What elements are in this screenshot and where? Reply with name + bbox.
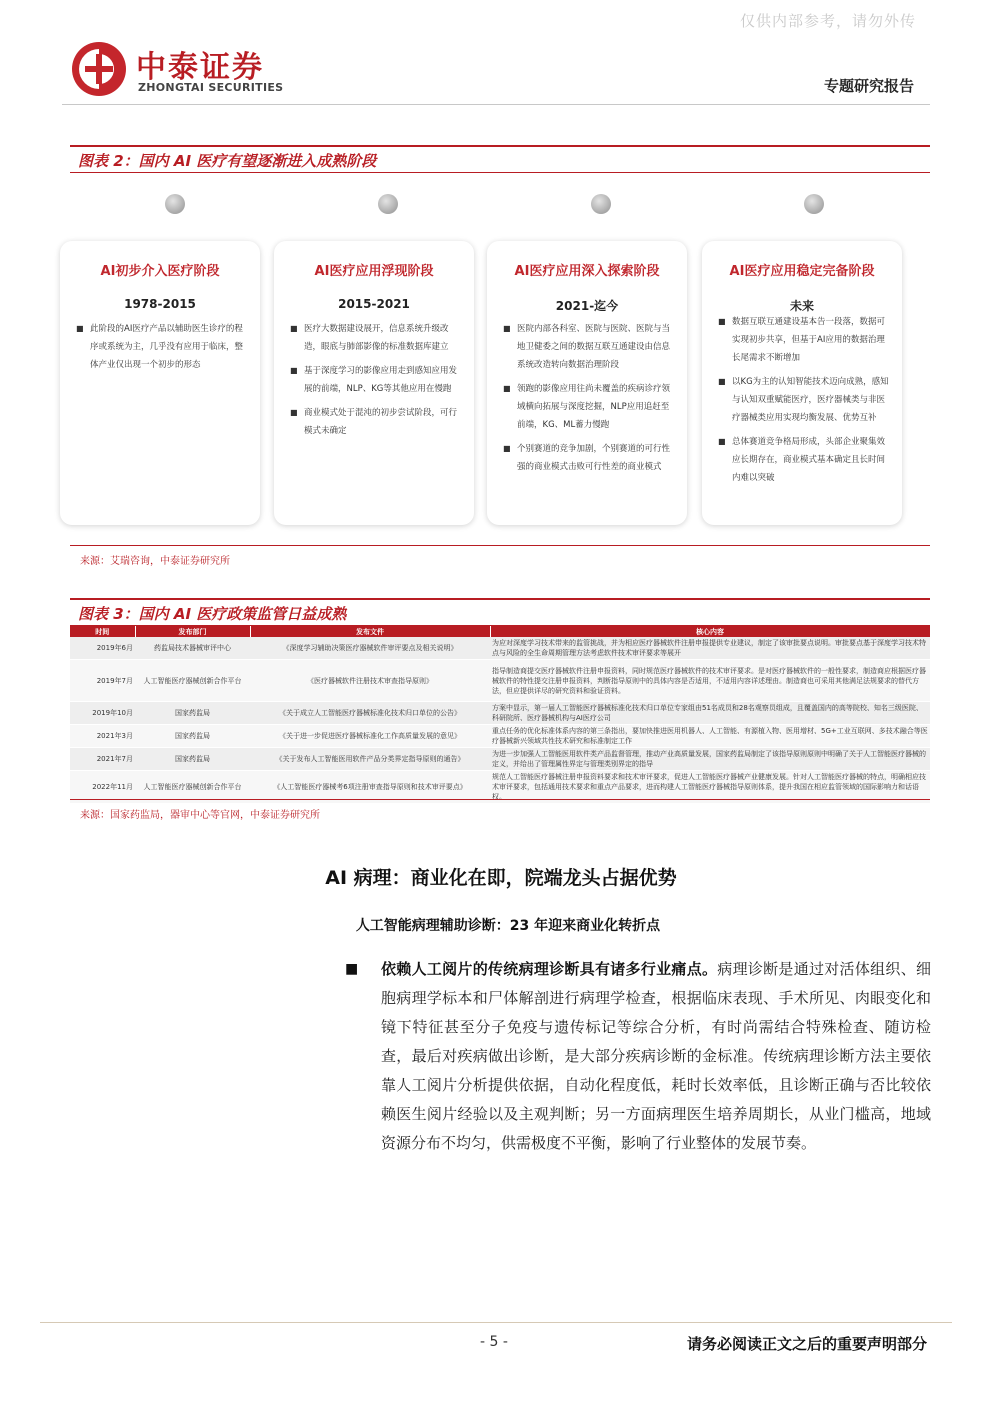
table-row <box>70 725 930 748</box>
figure3-source: 来源：国家药监局，器审中心等官网，中泰证券研究所 <box>80 810 320 821</box>
table-cell-date: 2021年7月 <box>70 748 135 771</box>
paragraph-text: 病理诊断是通过对活体组织、细胞病理学标本和尸体解剖进行病理学检查，根据临床表现、手术所见、肉眼变化和镜下特征甚至分子免疫与遗传标记等综合分析，有时尚需结合特殊检查、随访检查，最后对疾病做出诊断，是大部分疾病诊断的金标准。传统病理诊断方法主要依靠人工阅片分析提供依据，自动化程度低，耗时长效率低，且诊断正确与否比较依赖医生阅片经验以及主观判断；另一方面病理医生培养周期长，从业门槛高，地域资源分布不均匀，供需极度不平衡，影响了行业整体的发展节奏。 <box>381 960 931 1152</box>
stage-card-list <box>718 313 890 487</box>
square-bullet-icon: ■ <box>345 961 359 977</box>
watermark: 仅供内部参考，请勿外传 <box>739 12 916 30</box>
sub-heading: 人工智能病理辅助诊断：23 年迎来商业化转折点 <box>355 918 661 934</box>
column-header: 时间 <box>70 626 135 637</box>
table-cell-content: 指导制造商提交医疗器械软件注册申报资料，同时规范医疗器械软件的技术审评要求。是对医疗器械软件的一般性要求，制造商应根据医疗器械软件的特性提交注册申报资料，判断指导原则中的具体内容是否适用，不适用内容详述理由。制造商也可采用其他满足法规要求的替代方法，但应提供详尽的研究资料和验证资料。 <box>490 660 930 702</box>
stage-card-1 <box>60 241 260 525</box>
stage-card-title: AI医疗应用深入探索阶段 <box>514 264 660 279</box>
table-cell-content: 为应对深度学习技术带来的监管挑战，并为相应医疗器械软件注册申报提供专业建议，制定了该审批要点说明。审批要点基于深度学习技术特点与风险的全生命周期管理方法考虑软件技术审评要求等展开 <box>490 637 930 660</box>
table-row <box>70 637 930 660</box>
stage-card-period: 2021-迄今 <box>555 299 619 313</box>
stage-card-list <box>503 320 675 476</box>
column-header: 发布部门 <box>135 626 250 637</box>
stage-card-title: AI初步介入医疗阶段 <box>100 264 220 279</box>
stage-card-item: ■ 个别赛道的竞争加剧，个别赛道的可行性强的商业模式击败可行性差的商业模式 <box>503 440 675 476</box>
stage-card-3 <box>487 241 687 525</box>
zhongtai-logo-icon <box>70 40 128 98</box>
figure3-title: 图表 3：国内 AI 医疗政策监管日益成熟 <box>78 605 347 623</box>
table-row <box>70 660 930 702</box>
body-paragraph <box>381 955 931 1158</box>
stage-card-item: ■ 数据互联互通建设基本告一段落，数据可实现初步共享，但基于AI应用的数据治理长尾需求不断增加 <box>718 313 890 367</box>
table-row <box>70 702 930 725</box>
stage-card-2 <box>274 241 474 525</box>
figure2-source: 来源：艾瑞咨询，中泰证券研究所 <box>80 556 230 567</box>
section-heading: AI 病理：商业化在即，院端龙头占据优势 <box>325 867 677 889</box>
stage-card-item: ■ 总体赛道竞争格局形成，头部企业聚集效应长期存在，商业模式基本确定且长时间内难以突破 <box>718 433 890 487</box>
table-cell-date: 2021年3月 <box>70 725 135 748</box>
figure2-title: 图表 2：国内 AI 医疗有望逐渐进入成熟阶段 <box>78 152 377 170</box>
table-cell-department: 人工智能医疗器械创新合作平台 <box>135 660 250 702</box>
stage-card-item: ■ 领跑的影像应用往尚未覆盖的疾病诊疗领域横向拓展与深度挖掘，NLP应用追赶至前端，KG、ML蓄力慢跑 <box>503 380 675 434</box>
stage-card-period: 2015-2021 <box>338 297 410 311</box>
table-cell-date: 2019年7月 <box>70 660 135 702</box>
figure2-title-bar <box>70 145 930 173</box>
figure3-bottom-rule <box>70 799 930 800</box>
logo-english-name: ZHONGTAI SECURITIES <box>138 81 284 94</box>
stage-card-period: 1978-2015 <box>124 297 196 311</box>
table-cell-content: 规范人工智能医疗器械注册申报资料要求和技术审评要求，促进人工智能医疗器械产业健康发展。针对人工智能医疗器械的特点，明确相应技术审评要求，包括通用技术要求和重点产品要求，进而构建人工智能医疗器械指导原则体系，提升我国在相应监管领域的国际影响力和话语权。 <box>490 771 930 804</box>
timeline-dot-4 <box>804 194 824 214</box>
stage-card-title: AI医疗应用浮现阶段 <box>314 264 434 279</box>
paragraph-lead: 依赖人工阅片的传统病理诊断具有诸多行业痛点。 <box>381 960 718 978</box>
stage-card-period: 未来 <box>789 299 814 313</box>
table-cell-document: 《关于成立人工智能医疗器械标准化技术归口单位的公告》 <box>250 702 490 725</box>
table-cell-department: 国家药监局 <box>135 725 250 748</box>
table-cell-date: 2022年11月 <box>70 771 135 804</box>
logo-chinese-name: 中泰证券 <box>136 50 264 85</box>
table-row <box>70 748 930 771</box>
policy-table <box>70 626 931 804</box>
stage-card-item: ■ 医院内部各科室、医院与医院、医院与当地卫健委之间的数据互联互通建设由信息系统改造转向数据治理阶段 <box>503 320 675 374</box>
table-cell-content: 方案中显示，第一届人工智能医疗器械标准化技术归口单位专家组由51名成员和28名观察员组成，且覆盖国内的高等院校、知名三级医院、科研院所、医疗器械机构与AI医疗公司 <box>490 702 930 725</box>
header-divider <box>62 104 930 105</box>
footer-disclaimer: 请务必阅读正文之后的重要声明部分 <box>686 1335 927 1353</box>
company-logo <box>70 40 310 98</box>
table-cell-document: 《医疗器械软件注册技术审查指导原则》 <box>250 660 490 702</box>
table-cell-department: 国家药监局 <box>135 702 250 725</box>
stage-card-title: AI医疗应用稳定完备阶段 <box>729 264 875 279</box>
table-cell-document: 《人工智能医疗器械考6项注册审查指导原则和技术审评要点》 <box>250 771 490 804</box>
stage-card-item: ■ 基于深度学习的影像应用走到感知应用发展的前端，NLP、KG等其他应用在慢跑 <box>290 362 462 398</box>
figure2-bottom-rule <box>70 545 930 546</box>
stage-card-item: ■ 以KG为主的认知智能技术迈向成熟，感知与认知双重赋能医疗，医疗器械类与非医疗器械类应用实现均衡发展、优势互补 <box>718 373 890 427</box>
table-cell-document: 《深度学习辅助决策医疗器械软件审评要点及相关说明》 <box>250 637 490 660</box>
report-type: 专题研究报告 <box>823 77 914 95</box>
timeline-dot-2 <box>378 194 398 214</box>
stage-card-list <box>290 320 462 440</box>
stage-card-item: ■ 此阶段的AI医疗产品以辅助医生诊疗的程序或系统为主，几乎没有应用于临床，整体产业仅出现一个初步的形态 <box>76 320 248 374</box>
table-header-row <box>70 626 930 637</box>
table-cell-department: 人工智能医疗器械创新合作平台 <box>135 771 250 804</box>
stage-card-list <box>76 320 248 374</box>
stage-card-4 <box>702 241 902 525</box>
timeline-dot-3 <box>591 194 611 214</box>
table-cell-content: 为进一步加强人工智能医用软件类产品监督管理，推动产业高质量发展，国家药监局制定了该指导原则原则中明确了关于人工智能医疗器械的定义，并给出了管理属性界定与管理类别界定的指导 <box>490 748 930 771</box>
table-cell-date: 2019年10月 <box>70 702 135 725</box>
table-cell-department: 药监局技术器械审评中心 <box>135 637 250 660</box>
table-cell-document: 《关于进一步促进医疗器械标准化工作高质量发展的意见》 <box>250 725 490 748</box>
figure3-title-bar <box>70 598 930 626</box>
stage-card-item: ■ 商业模式处于混沌的初步尝试阶段，可行模式未确定 <box>290 404 462 440</box>
table-cell-date: 2019年6月 <box>70 637 135 660</box>
page-number: - 5 - <box>480 1334 508 1350</box>
column-header: 发布文件 <box>250 626 490 637</box>
table-cell-content: 重点任务的优化标准体系内容的第三条指出，要加快推进医用机器人、人工智能、有源植入物、医用增材、5G+工业互联网、多技术融合等医疗器械新兴领域共性技术研究和标准制定工作 <box>490 725 930 748</box>
timeline-dot-1 <box>165 194 185 214</box>
footer-divider <box>40 1322 952 1323</box>
column-header: 核心内容 <box>490 626 930 637</box>
table-cell-document: 《关于发布人工智能医用软件产品分类界定指导原则的通告》 <box>250 748 490 771</box>
stage-card-item: ■ 医疗大数据建设展开，信息系统升级改造，眼底与肺部影像的标准数据库建立 <box>290 320 462 356</box>
table-cell-department: 国家药监局 <box>135 748 250 771</box>
